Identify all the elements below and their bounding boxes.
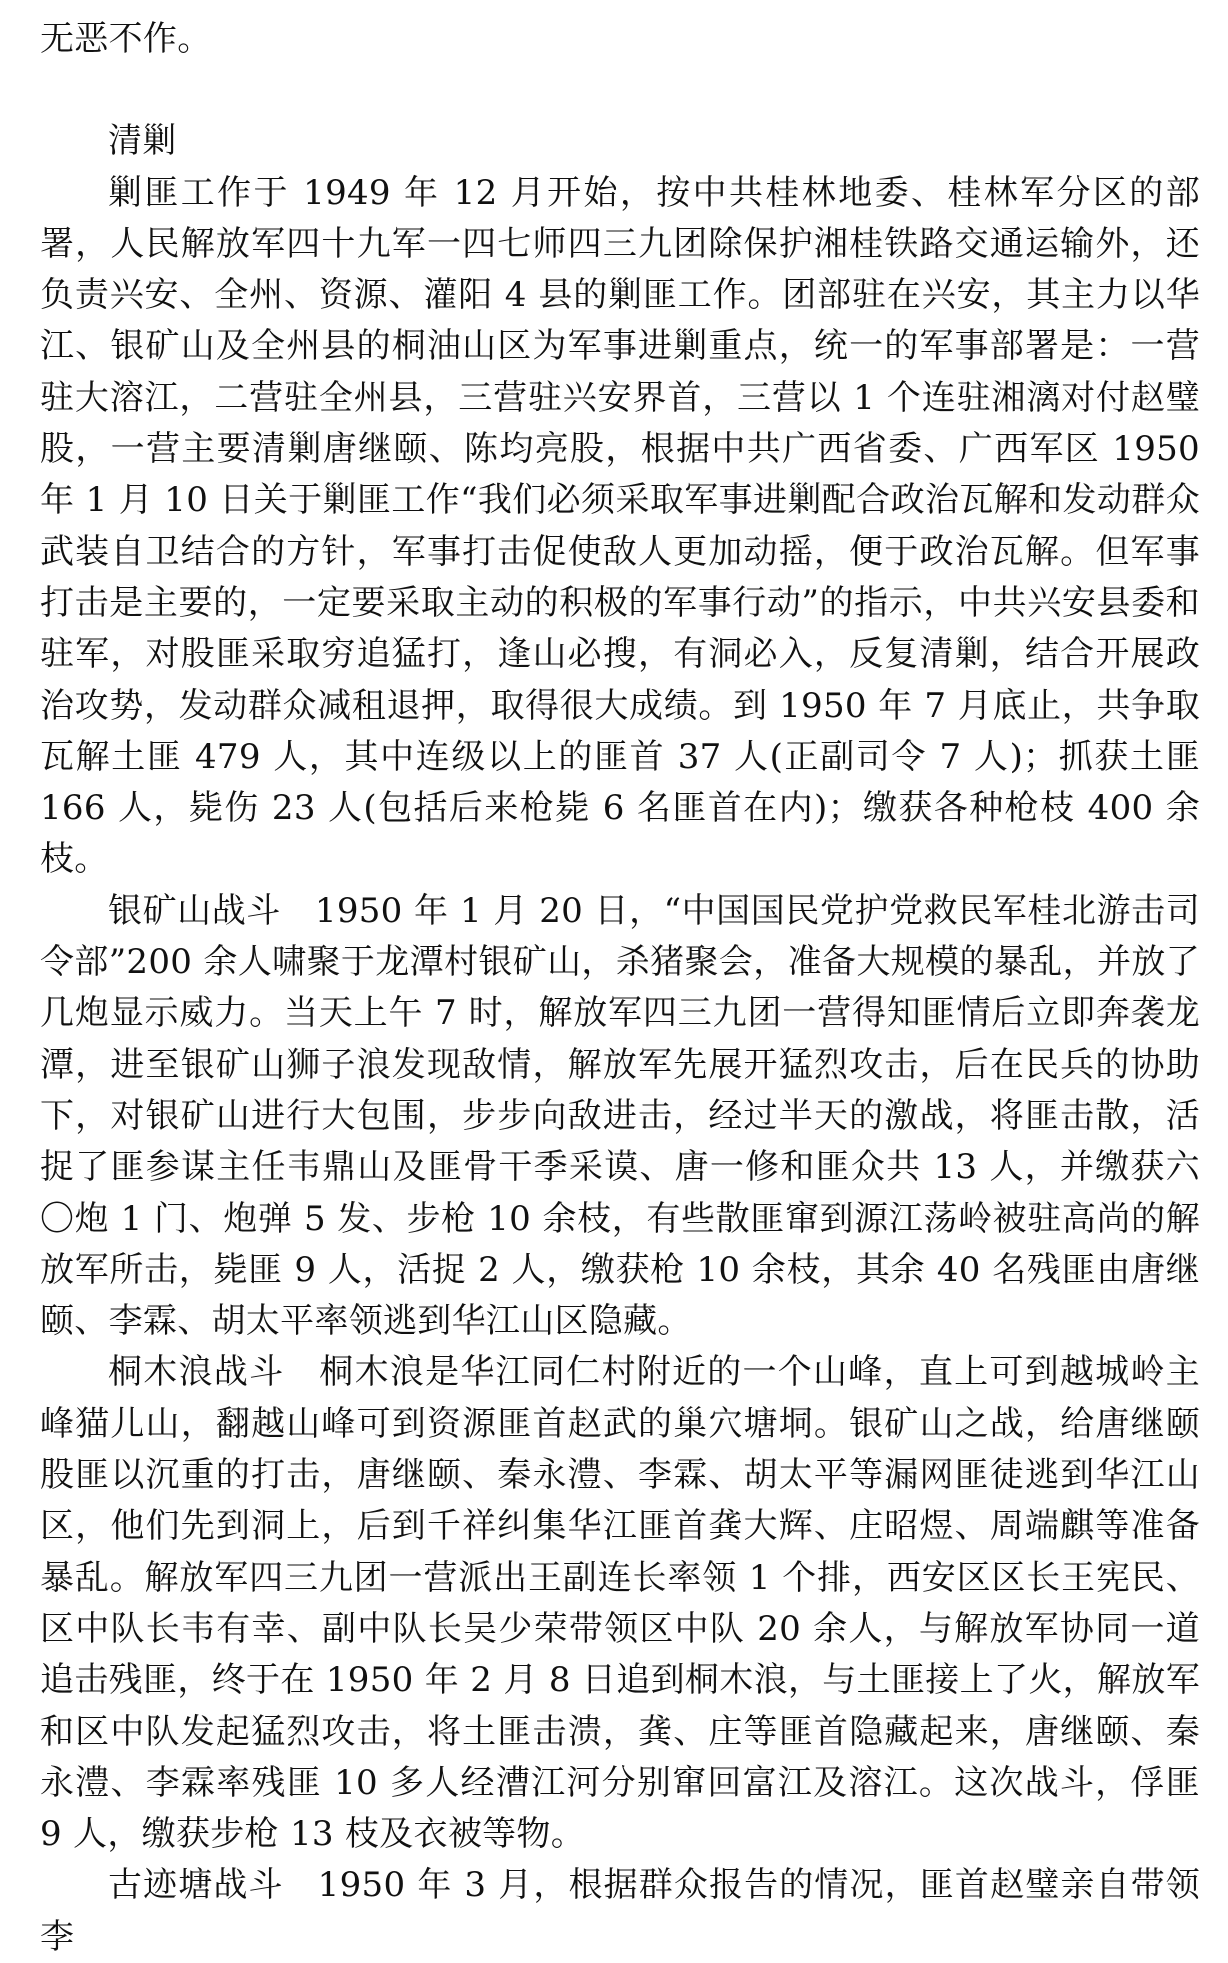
- subsection-lead: 古迹塘战斗: [108, 1865, 284, 1906]
- section-heading-text: 清剿: [108, 121, 177, 162]
- paragraph-closing-line: [40, 14, 1200, 65]
- subsection-lead: 银矿山战斗: [108, 890, 281, 931]
- paragraph-yinkuangshan-battle: [40, 886, 1200, 1348]
- paragraph-tongmulang-battle: [40, 1347, 1200, 1860]
- paragraph-text: 无恶不作。: [40, 19, 212, 59]
- subsection-lead: 桐木浪战斗: [108, 1352, 285, 1393]
- paragraph-gujitang-battle: [40, 1860, 1200, 1963]
- paragraph-bandit-suppression: [40, 168, 1200, 886]
- paragraph-text: 桐木浪是华江同仁村附近的一个山峰，直上可到越城岭主峰猫儿山，翻越山峰可到资源匪首赵武的巢穴塘垌。银矿山之战，给唐继颐股匪以沉重的打击，唐继颐、秦永澧、李霖、胡太平等漏网匪徒逃到华江山区，他们先到洞上，后到千祥纠集华江匪首龚大辉、庄昭煜、周端麒等准备暴乱。解放军四三九团一营派出王副连长率领 1 个排，西安区区长王宪民、区中队长韦有幸、副中队长吴少荣带领区中队 20 余人，与解放军协同一道追击残匪，终于在 1950 年 2 月 8 日追到桐木浪，与土匪接上了火，解放军和区中队发起猛烈攻击，将土匪击溃，龚、庄等匪首隐藏起来，唐继颐、秦永澧、李霖率残匪 10 多人经漕江河分别窜回富江及溶江。这次战斗，俘匪 9 人，缴获步枪 13 枝及衣被等物。: [40, 1352, 1201, 1855]
- paragraph-text: 剿匪工作于 1949 年 12 月开始，按中共桂林地委、桂林军分区的部署，人民解放军四十九军一四七师四三九团除保护湘桂铁路交通运输外，还负责兴安、全州、资源、灌阳 4 县的剿匪工作。团部驻在兴安，其主力以华江、银矿山及全州县的桐油山区为军事进剿重点，统一的军事部署是：一营驻大溶江，二营驻全州县，三营驻兴安界首，三营以 1 个连驻湘漓对付赵璧股，一营主要清剿唐继颐、陈均亮股，根据中共广西省委、广西军区 1950 年 1 月 10 日关于剿匪工作“我们必须采取军事进剿配合政治瓦解和发动群众武装自卫结合的方针，军事打击促使敌人更加动摇，便于政治瓦解。但军事打击是主要的，一定要采取主动的积极的军事行动”的指示，中共兴安县委和驻军，对股匪采取穷追猛打，逢山必搜，有洞必入，反复清剿，结合开展政治攻势，发动群众减租退押，取得很大成绩。到 1950 年 7 月底止，共争取瓦解土匪 479 人，其中连级以上的匪首 37 人(正副司令 7 人)；抓获土匪 166 人，毙伤 23 人(包括后来枪毙 6 名匪首在内)；缴获各种枪枝 400 余枝。: [40, 172, 1200, 880]
- section-heading: [40, 116, 1200, 167]
- paragraph-text: 1950 年 1 月 20 日，“中国国民党护党救民军桂北游击司令部”200 余人啸聚于龙潭村银矿山，杀猪聚会，准备大规模的暴乱，并放了几炮显示威力。当天上午 7 时，解放军四三九团一营得知匪情后立即奔袭龙潭，进至银矿山狮子浪发现敌情，解放军先展开猛烈攻击，后在民兵的协助下，对银矿山进行大包围，步步向敌进击，经过半天的激战，将匪击散，活捉了匪参谋主任韦鼎山及匪骨干季采谟、唐一修和匪众共 13 人，并缴获六〇炮 1 门、炮弹 5 发、步枪 10 余枝，有些散匪窜到源江荡岭被驻高尚的解放军所击，毙匪 9 人，活捉 2 人，缴获枪 10 余枝，其余 40 名残匪由唐继颐、李霖、胡太平率领逃到华江山区隐藏。: [40, 890, 1200, 1342]
- paragraph-text: 1950 年 3 月，根据群众报告的情况，匪首赵璧亲自带领李: [40, 1865, 1201, 1957]
- document-page: [40, 14, 1201, 1957]
